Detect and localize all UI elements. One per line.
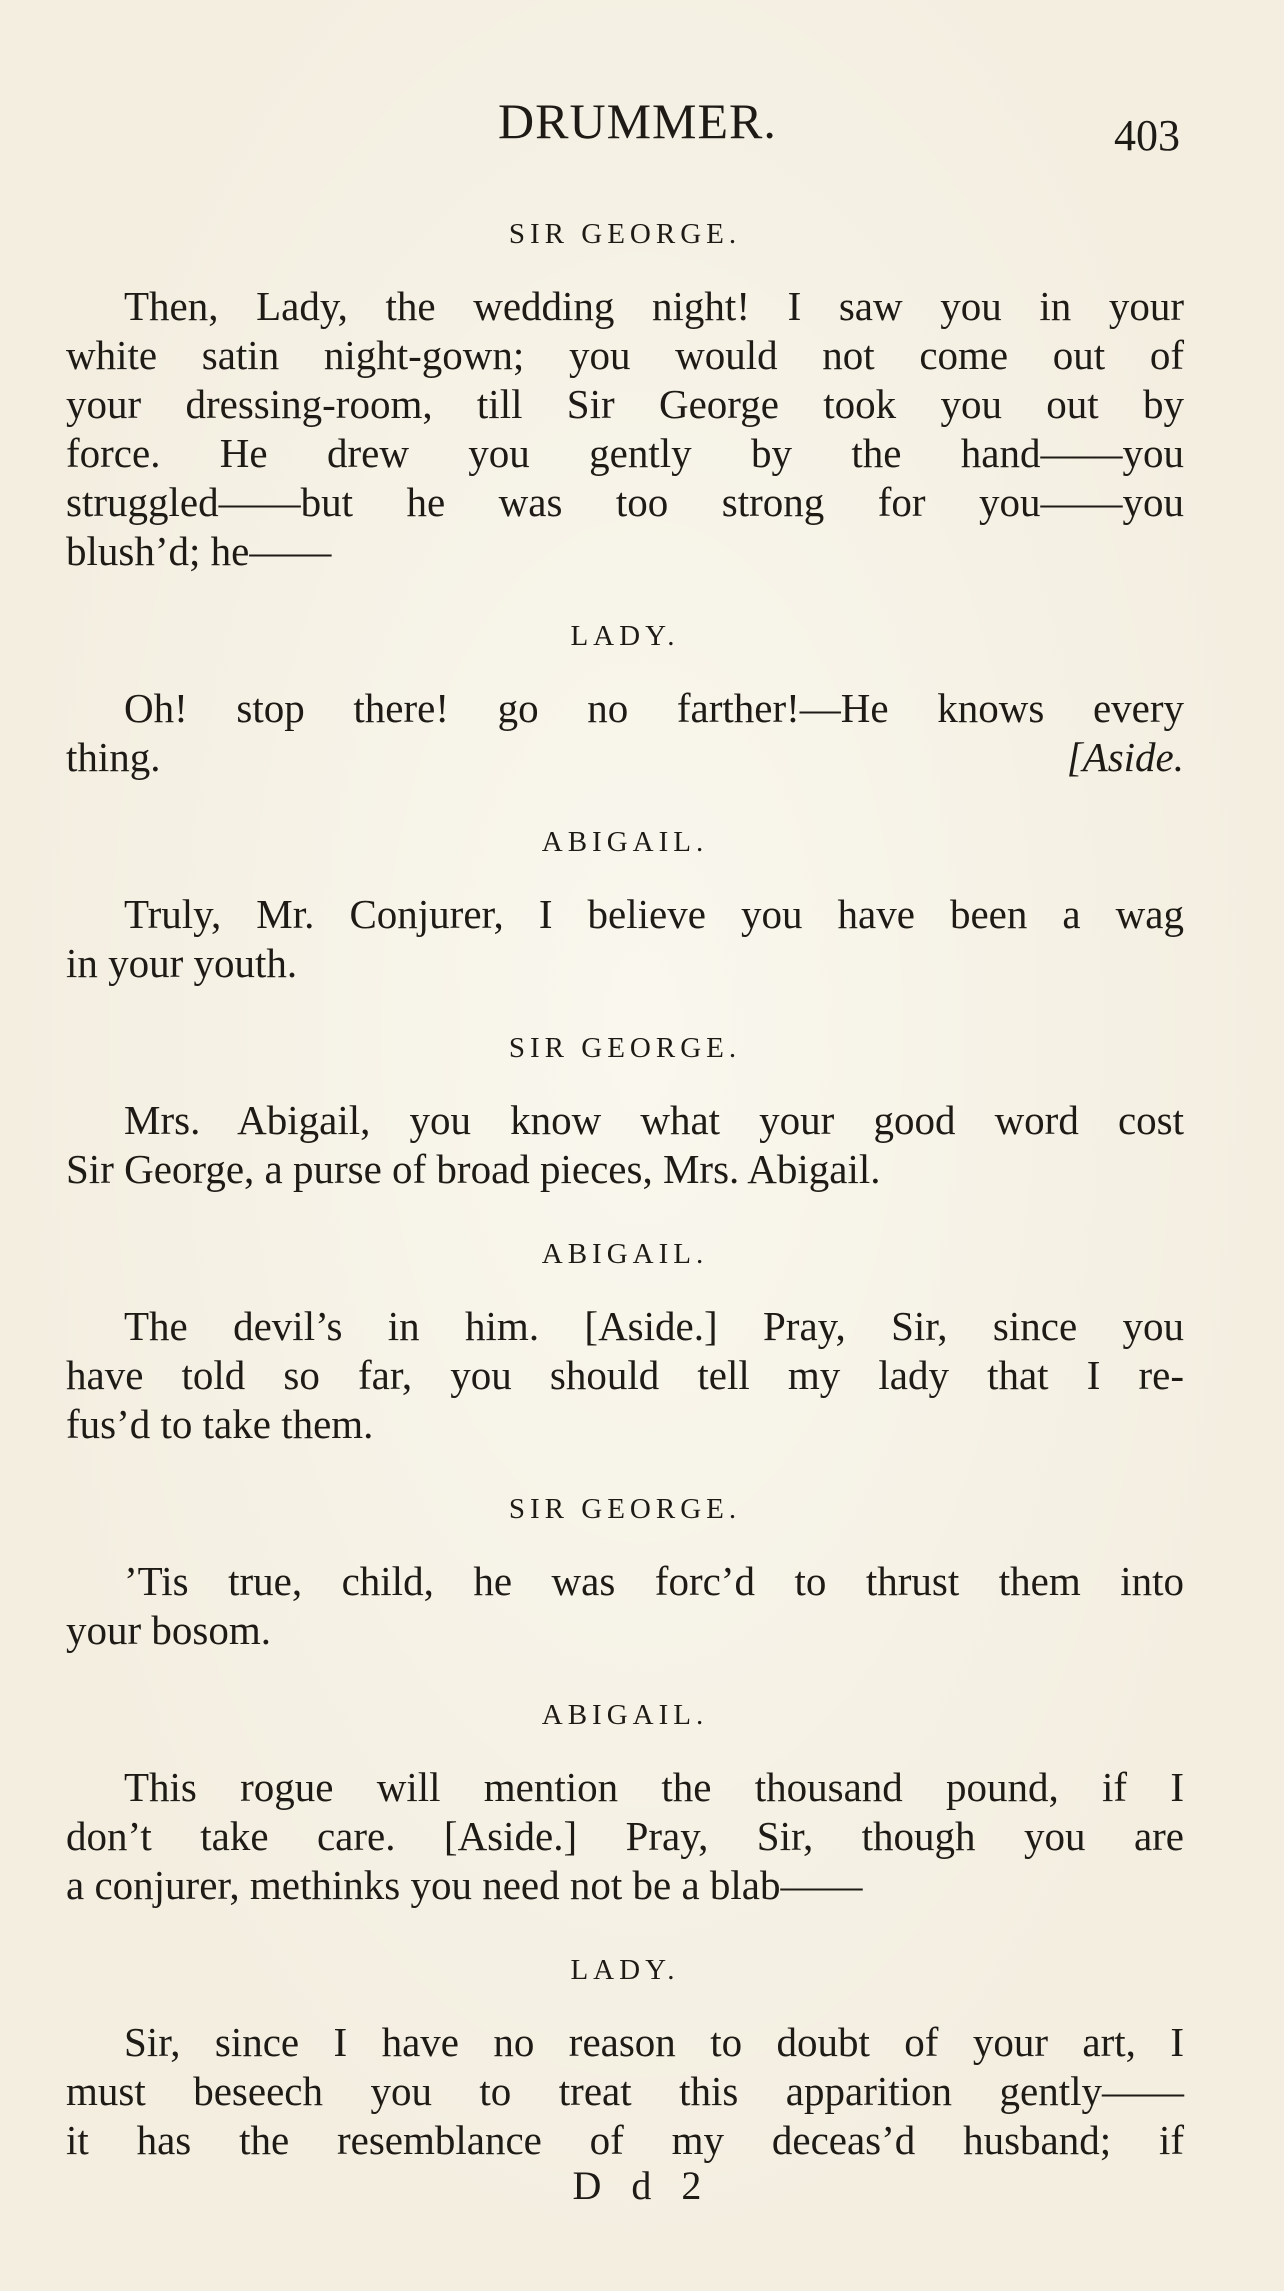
page-header bbox=[0, 92, 1284, 162]
stage-direction: [Aside. bbox=[1066, 734, 1184, 780]
speech bbox=[66, 1763, 1184, 1910]
speech bbox=[66, 282, 1184, 576]
speech-line: have told so far, you should tell my lady that I re- bbox=[66, 1352, 1184, 1398]
speaker-heading: LADY. bbox=[570, 1954, 680, 1986]
speech-line: must beseech you to treat this apparition gently—— bbox=[66, 2068, 1184, 2114]
speaker-heading: LADY. bbox=[570, 620, 680, 652]
speech-line: This rogue will mention the thousand pound, if I bbox=[124, 1764, 1184, 1810]
speech-line: Sir George, a purse of broad pieces, Mrs. Abigail. bbox=[66, 1146, 881, 1192]
speech-line: blush’d; he—— bbox=[66, 528, 332, 574]
speech-line: struggled——but he was too strong for you——you bbox=[66, 479, 1184, 525]
speech bbox=[66, 1557, 1184, 1655]
speech-line: Truly, Mr. Conjurer, I believe you have been a wag bbox=[124, 891, 1184, 937]
speech-line: white satin night-gown; you would not come out of bbox=[66, 332, 1184, 378]
speech-line: fus’d to take them. bbox=[66, 1401, 374, 1447]
speaker-heading: ABIGAIL. bbox=[541, 1238, 709, 1270]
speech bbox=[66, 890, 1184, 988]
speaker-heading: SIR GEORGE. bbox=[508, 1493, 742, 1525]
running-head: DRUMMER. bbox=[498, 93, 777, 149]
speech-line: Oh! stop there! go no farther!—He knows every bbox=[124, 685, 1184, 731]
speech-line: force. He drew you gently by the hand——you bbox=[66, 430, 1184, 476]
speaker-heading: ABIGAIL. bbox=[541, 826, 709, 858]
speech-line: a conjurer, methinks you need not be a blab—— bbox=[66, 1862, 863, 1908]
speaker-heading: SIR GEORGE. bbox=[508, 1032, 742, 1064]
play-text bbox=[66, 214, 1184, 2165]
speech bbox=[66, 1302, 1184, 1449]
speech-line bbox=[66, 733, 1184, 782]
speech-line: The devil’s in him. [Aside.] Pray, Sir, since you bbox=[124, 1303, 1184, 1349]
speech-line: Mrs. Abigail, you know what your good word cost bbox=[124, 1097, 1184, 1143]
page-number: 403 bbox=[1114, 111, 1180, 160]
speech-line: it has the resemblance of my deceas’d husband; if bbox=[66, 2117, 1184, 2163]
speech bbox=[66, 684, 1184, 782]
speech-line: your bosom. bbox=[66, 1607, 271, 1653]
speech bbox=[66, 1096, 1184, 1194]
speaker-heading: SIR GEORGE. bbox=[508, 218, 742, 250]
signature-mark: D d 2 bbox=[572, 2163, 712, 2208]
speech-line: don’t take care. [Aside.] Pray, Sir, though you are bbox=[66, 1813, 1184, 1859]
speaker-heading: ABIGAIL. bbox=[541, 1699, 709, 1731]
speech bbox=[66, 2018, 1184, 2165]
speech-line: ’Tis true, child, he was forc’d to thrust them into bbox=[124, 1558, 1184, 1604]
speech-line: your dressing-room, till Sir George took you out by bbox=[66, 381, 1184, 427]
speech-line-text: thing. bbox=[66, 734, 161, 780]
speech-line: Sir, since I have no reason to doubt of your art, I bbox=[124, 2019, 1184, 2065]
speech-line: in your youth. bbox=[66, 940, 298, 986]
speech-line: Then, Lady, the wedding night! I saw you in your bbox=[124, 283, 1184, 329]
